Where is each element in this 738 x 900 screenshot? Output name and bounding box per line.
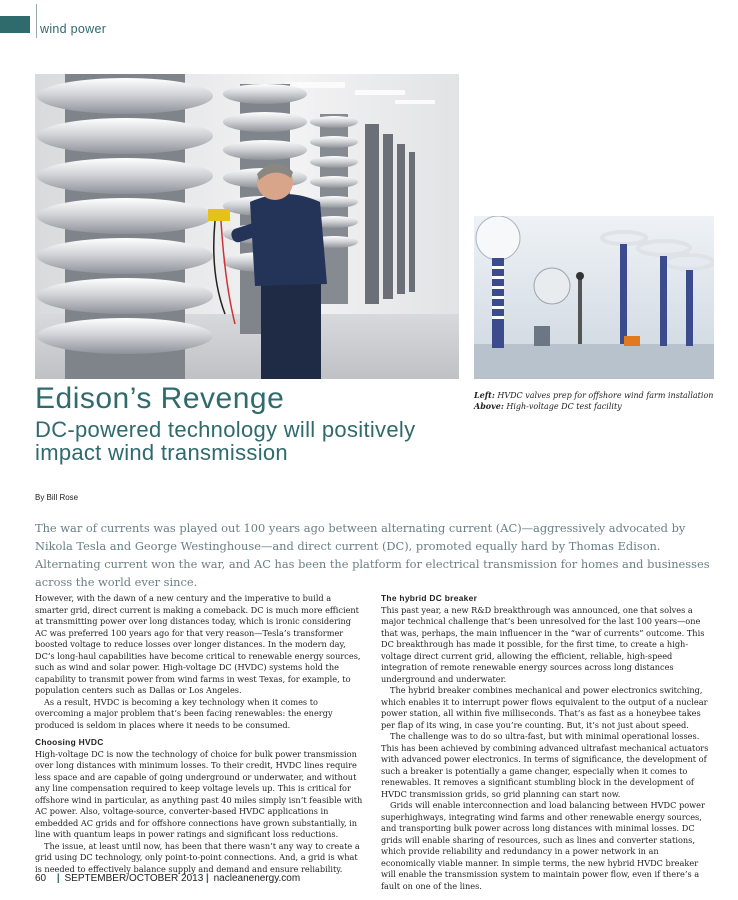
subheading-hybrid-dc-breaker: The hybrid DC breaker (381, 593, 478, 603)
body-paragraph: The hybrid breaker combines mechanical and power electronics switching, which enables it to interrupt power flows equivalent to the output of a nuclear power station, all within five milliseconds. That’s as fast as a honeybee takes per flap of its wing, in case you’re counting. But, it’s not just about speed. (381, 685, 708, 730)
caption-above-label: Above: (474, 401, 504, 411)
photo-captions (474, 390, 724, 412)
issue-date: SEPTEMBER/OCTOBER 2013 (64, 873, 204, 884)
footer-separator: | (56, 873, 60, 884)
section-tab-marker (0, 16, 30, 33)
caption-left-label: Left: (474, 390, 495, 400)
caption-left (474, 390, 724, 401)
website-link[interactable]: nacleanenergy.com (213, 873, 301, 884)
body-paragraph: However, with the dawn of a new century and the imperative to build a smarter grid, direct current is making a comeback. DC is much more efficient at transmitting power over long distances today, which is ironic considering AC was preferred 100 years ago for that very reason—Tesla’s transformer boosted voltage to reduce losses over longer distances. In the modern day, DC’s long-haul capabilities have become critical to renewable energy sources, such as wind and solar power. High-voltage DC (HVDC) systems hold the capability to transmit power from wind farms in west Texas, for example, to population centers such as Dallas or Los Angeles. (35, 593, 361, 695)
main-photo (35, 74, 459, 379)
body-paragraph: Grids will enable interconnection and load balancing between HVDC power superhighways, integrating wind farms and other renewable energy sources, and transporting bulk power across long distances with minimal losses. DC grids will enable sharing of resources, such as lines and converter stations, which provide reliability and redundancy in a power network in an economically viable manner. In simple terms, the new hybrid HVDC breaker will enable the transmission system to maintain power flow, even if there’s a fault on one of the lines. (381, 800, 705, 891)
section-divider (36, 4, 37, 38)
lede-paragraph: The war of currents was played out 100 years ago between alternating current (AC)—aggressively advocated by Nikola Tesla and George Westinghouse—and direct current (DC), promoted equally hard by Thomas Edison. Alternating current won the war, and AC has been the platform for electrical transmission for homes and businesses across the world ever since. (35, 521, 710, 589)
subheading-choosing-hvdc: Choosing HVDC (35, 737, 104, 747)
body-column-right (381, 593, 715, 892)
body-paragraph: High-voltage DC is now the technology of choice for bulk power transmission over long distances with minimum losses. To their credit, HVDC lines require less space and are capable of going underground or underwater, and without any line compensation required to keep voltage levels up. This is critical for offshore wind in particular, as anything past 40 miles simply isn’t feasible with AC power. Also, voltage-source, converter-based HVDC applications in embedded AC grids and for offshore connections have grown substantially, in line with quantum leaps in power ratings and significant loss reductions. (35, 748, 363, 839)
article-title: Edison’s Revenge (35, 382, 285, 415)
side-photo (474, 216, 714, 379)
body-paragraph: As a result, HVDC is becoming a key technology when it comes to overcoming a major problem that’s been facing renewables: the energy produced is seldom in places where it needs to be consumed. (35, 696, 333, 730)
body-paragraph: The challenge was to do so ultra-fast, but with minimal operational losses. This has been achieved by combining advanced ultrafast mechanical actuators with advanced power electronics. In terms of significance, the development of such a breaker is potentially a game changer, especially when it comes to renewables. It removes a significant stumbling block in the development of HVDC transmission grids, so grid planning can start now. (381, 731, 709, 799)
body-column-left (35, 593, 365, 875)
caption-above-text: High-voltage DC test facility (506, 402, 622, 411)
page-footer (35, 873, 300, 884)
byline: By Bill Rose (35, 493, 79, 502)
footer-separator: | (206, 873, 209, 884)
article-subtitle: DC-powered technology will positively impact wind transmission (35, 417, 416, 465)
caption-above (474, 401, 724, 412)
body-paragraph: This past year, a new R&D breakthrough was announced, one that solves a major technical challenge that’s been unresolved for the last 100 years—one that was, perhaps, the main influencer in the “war of currents” outcome. This DC breakthrough has made it possible, for the first time, to create a high-voltage direct current grid, allowing the efficient, reliable, high-speed integration of remote renewable energy sources across long distances underground and underwater. (381, 604, 705, 684)
dc-test-facility-photo (474, 216, 714, 379)
page-number: 60 (35, 873, 47, 884)
hvdc-valves-photo (35, 74, 459, 379)
body-paragraph: The issue, at least until now, has been that there wasn’t any way to create a grid using DC technology, only point-to-point connections. And, a grid is what is needed to effectively balance supply and demand and ensure reliability. (35, 840, 360, 874)
caption-left-text: HVDC valves prep for offshore wind farm installation (497, 391, 714, 400)
section-label: wind power (40, 22, 107, 36)
